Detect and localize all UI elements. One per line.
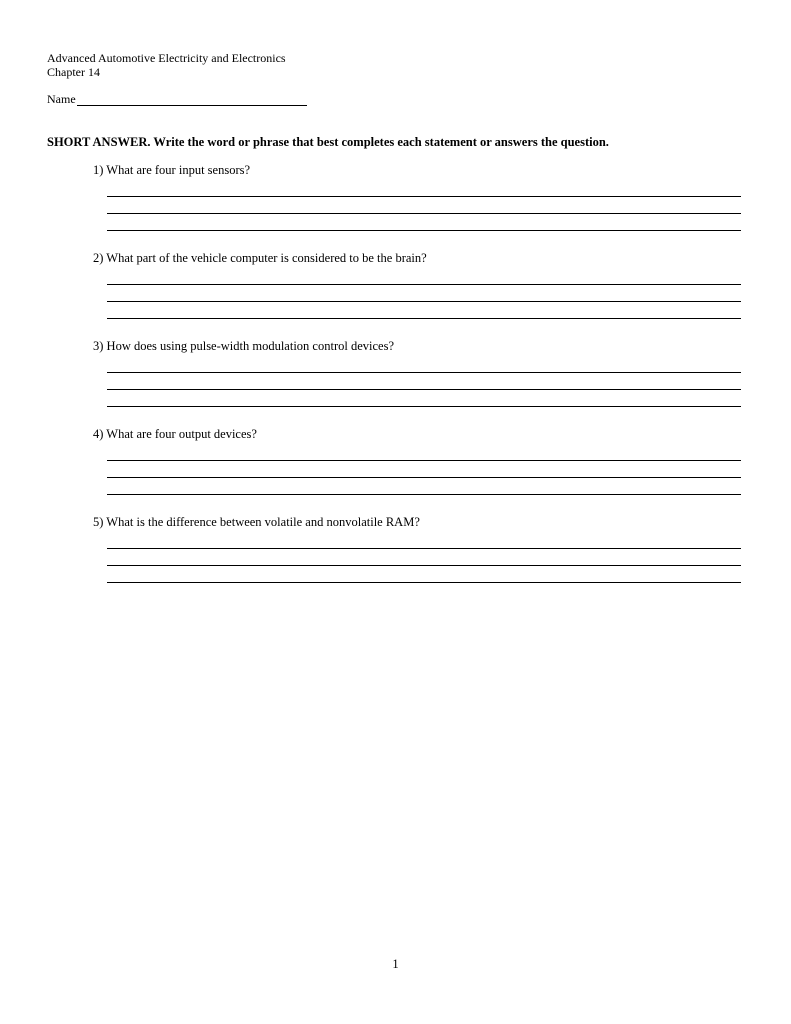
answer-line <box>107 318 741 319</box>
question-text: 3) How does using pulse-width modulation control devices? <box>93 339 394 353</box>
question-3 <box>93 339 741 354</box>
chapter-label: Chapter 14 <box>47 65 100 79</box>
course-title: Advanced Automotive Electricity and Electronics <box>47 51 286 65</box>
answer-line <box>107 548 741 549</box>
answer-line <box>107 565 741 566</box>
answer-line <box>107 301 741 302</box>
name-blank-line <box>77 93 307 106</box>
section-instructions: SHORT ANSWER. Write the word or phrase that best completes each statement or answers the question. <box>47 135 609 149</box>
answer-line <box>107 582 741 583</box>
question-text: 1) What are four input sensors? <box>93 163 251 177</box>
answer-line <box>107 477 741 478</box>
answer-line <box>107 460 741 461</box>
answer-line <box>107 230 741 231</box>
name-label: Name <box>47 92 76 106</box>
question-2 <box>93 251 741 266</box>
answer-line <box>107 213 741 214</box>
question-text: 2) What part of the vehicle computer is considered to be the brain? <box>93 251 427 265</box>
answer-line <box>107 494 741 495</box>
answer-line <box>107 372 741 373</box>
name-row <box>47 92 307 106</box>
question-5 <box>93 515 741 530</box>
answer-line <box>107 406 741 407</box>
question-text: 5) What is the difference between volatile and nonvolatile RAM? <box>93 515 420 529</box>
answer-line <box>107 284 741 285</box>
question-1 <box>93 163 741 178</box>
page-number: 1 <box>392 957 399 971</box>
answer-line <box>107 389 741 390</box>
answer-line <box>107 196 741 197</box>
question-text: 4) What are four output devices? <box>93 427 257 441</box>
question-4 <box>93 427 741 442</box>
